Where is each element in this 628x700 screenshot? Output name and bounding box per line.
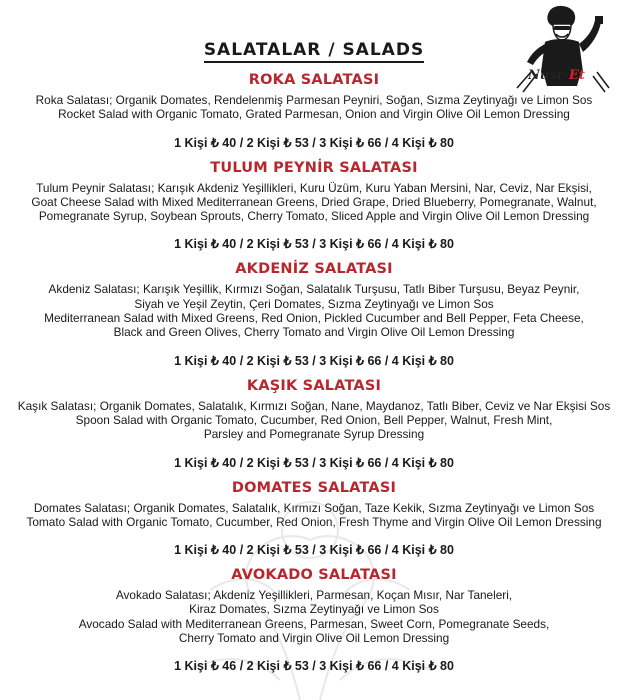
section-title: AKDENİZ SALATASI bbox=[235, 261, 393, 278]
description-line: Pomegranate Syrup, Soybean Sprouts, Cherry Tomato, Sliced Apple and Virgin Olive Oil Lemon Dressing bbox=[38, 209, 590, 224]
menu-section bbox=[0, 376, 628, 472]
description-line: Black and Green Olives, Cherry Tomato and Virgin Olive Oil Lemon Dressing bbox=[113, 325, 515, 340]
description-line: Spoon Salad with Organic Tomato, Cucumber, Red Onion, Bell Pepper, Walnut, Fresh Mint, bbox=[75, 412, 553, 427]
section-description bbox=[0, 181, 628, 224]
section-description bbox=[0, 501, 628, 530]
price-line: 1 Kişi ₺ 40 / 2 Kişi ₺ 53 / 3 Kişi ₺ 66 / 4 Kişi ₺ 80 bbox=[174, 135, 454, 150]
description-line: Avokado Salatası; Akdeniz Yeşillikleri, Parmesan, Koçan Mısır, Nar Taneleri, bbox=[115, 588, 513, 603]
description-line: Domates Salatası; Organik Domates, Salatalık, Kırmızı Soğan, Taze Kekik, Sızma Zeytinyağı ve Limon Sos bbox=[33, 500, 595, 515]
description-line: Tulum Peynir Salatası; Karışık Akdeniz Yeşillikleri, Kuru Üzüm, Kuru Yaban Mersini, Nar, Ceviz, Nar Ekşisi, bbox=[36, 180, 592, 195]
description-line: Rocket Salad with Organic Tomato, Grated Parmesan, Onion and Virgin Olive Oil Lemon Dressing bbox=[58, 107, 570, 122]
menu-section bbox=[0, 70, 628, 152]
description-line: Siyah ve Yeşil Zeytin, Çeri Domates, Sızma Zeytinyağı ve Limon Sos bbox=[134, 296, 494, 311]
description-line: Tomato Salad with Organic Tomato, Cucumber, Red Onion, Fresh Thyme and Virgin Olive Oil Lemon Dressing bbox=[26, 514, 602, 529]
description-line: Cherry Tomato and Virgin Olive Oil Lemon Dressing bbox=[178, 631, 450, 646]
menu-section bbox=[0, 478, 628, 560]
section-description bbox=[0, 399, 628, 442]
description-line: Akdeniz Salatası; Karışık Yeşillik, Kırmızı Soğan, Salatalık Turşusu, Tatlı Biber Turşusu, Beyaz Peynir, bbox=[48, 282, 580, 297]
price-line: 1 Kişi ₺ 40 / 2 Kişi ₺ 53 / 3 Kişi ₺ 66 / 4 Kişi ₺ 80 bbox=[174, 455, 454, 470]
description-line: Kaşık Salatası; Organik Domates, Salatalık, Kırmızı Soğan, Nane, Maydanoz, Tatlı Biber, Ceviz ve Nar Ekşisi Sos bbox=[17, 398, 611, 413]
section-description bbox=[0, 282, 628, 339]
description-line: Mediterranean Salad with Mixed Greens, Red Onion, Pickled Cucumber and Bell Pepper, Feta Cheese, bbox=[44, 311, 584, 326]
section-description bbox=[0, 588, 628, 645]
menu-section bbox=[0, 158, 628, 254]
description-line: Avocado Salad with Mediterranean Greens, Parmesan, Sweet Corn, Pomegranate Seeds, bbox=[78, 616, 550, 631]
price-line: 1 Kişi ₺ 46 / 2 Kişi ₺ 53 / 3 Kişi ₺ 66 / 4 Kişi ₺ 80 bbox=[174, 659, 454, 674]
menu-section bbox=[0, 565, 628, 675]
section-title: TULUM PEYNİR SALATASI bbox=[210, 159, 418, 176]
section-title: ROKA SALATASI bbox=[248, 72, 380, 88]
description-line: Kiraz Domates, Sızma Zeytinyağı ve Limon Sos bbox=[189, 602, 439, 617]
section-title: DOMATES SALATASI bbox=[231, 479, 397, 496]
page-title-text: SALATALAR / SALADS bbox=[204, 40, 424, 63]
section-title: AVOKADO SALATASI bbox=[231, 567, 397, 584]
price-line: 1 Kişi ₺ 40 / 2 Kişi ₺ 53 / 3 Kişi ₺ 66 / 4 Kişi ₺ 80 bbox=[174, 237, 454, 252]
price-line: 1 Kişi ₺ 40 / 2 Kişi ₺ 53 / 3 Kişi ₺ 66 / 4 Kişi ₺ 80 bbox=[174, 353, 454, 368]
salad-menu-list bbox=[0, 70, 628, 681]
description-line: Parsley and Pomegranate Syrup Dressing bbox=[203, 427, 425, 442]
menu-section bbox=[0, 259, 628, 369]
description-line: Goat Cheese Salad with Mixed Mediterranean Greens, Dried Grape, Dried Blueberry, Pomegranate, Walnut, bbox=[31, 194, 597, 209]
section-title: KAŞIK SALATASI bbox=[246, 377, 382, 394]
description-line: Roka Salatası; Organik Domates, Rendelenmiş Parmesan Peyniri, Soğan, Sızma Zeytinyağı ve Limon Sos bbox=[35, 93, 593, 107]
brand-main: Nusr- bbox=[528, 68, 569, 83]
brand-accent: Et bbox=[568, 68, 585, 83]
section-description bbox=[0, 93, 628, 122]
price-line: 1 Kişi ₺ 40 / 2 Kişi ₺ 53 / 3 Kişi ₺ 66 / 4 Kişi ₺ 80 bbox=[174, 543, 454, 558]
